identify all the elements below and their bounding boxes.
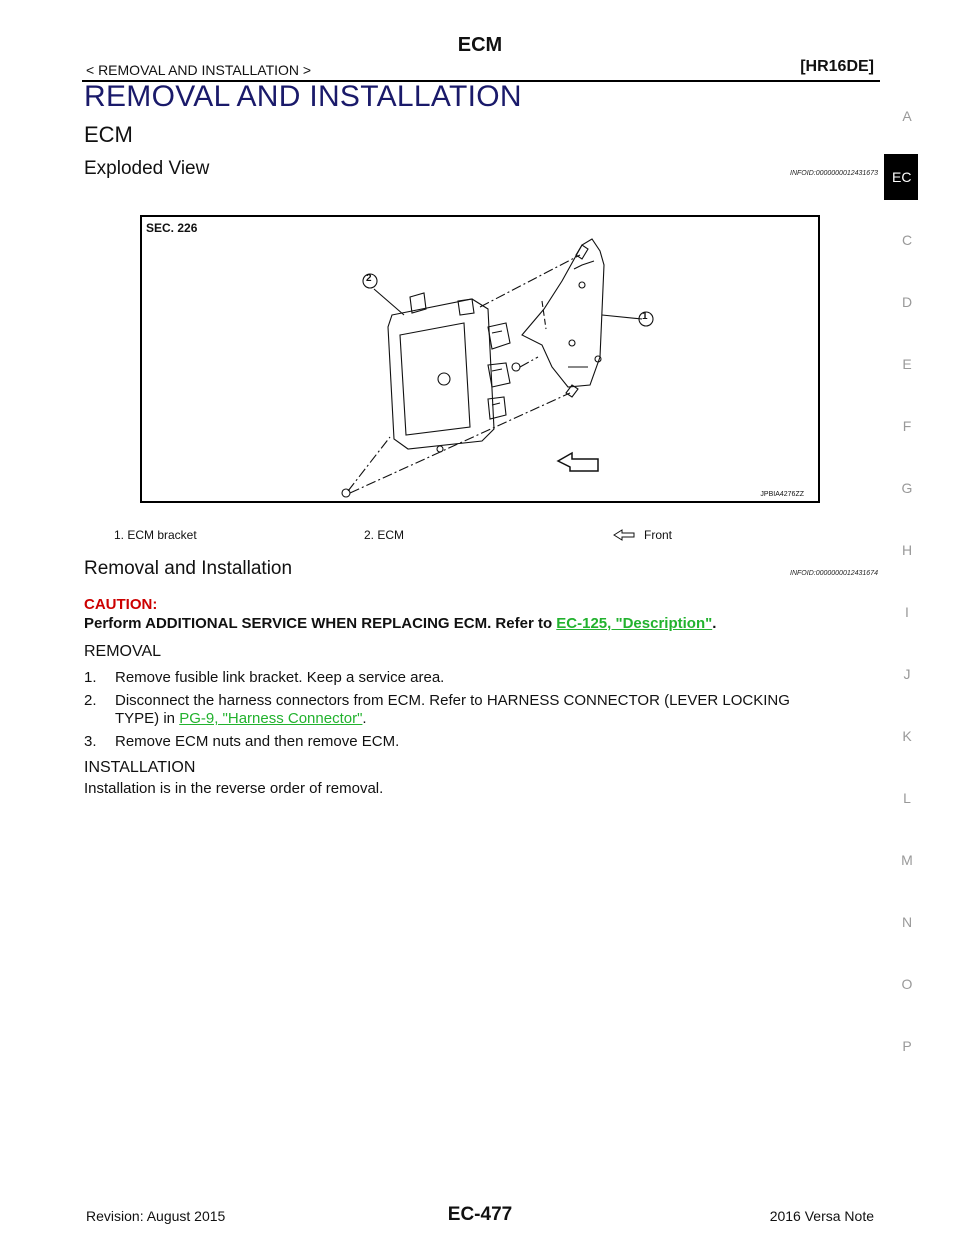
side-index-k[interactable]: K [902,728,912,744]
callout-1: 1 [642,311,648,322]
legend-item-2: 2. ECM [364,528,405,542]
removal-heading: REMOVAL [84,643,162,660]
callout-2: 2 [366,273,372,284]
pg-9-harness-connector-link[interactable]: PG-9, "Harness Connector" [179,710,363,727]
engine-model-tag: [HR16DE] [800,58,874,75]
footer-vehicle: 2016 Versa Note [769,1208,874,1224]
legend-item-1: 1. ECM bracket [114,528,197,542]
removal-infoid: INFOID:0000000012431674 [790,570,878,577]
front-arrow-icon [612,529,636,541]
side-index-g[interactable]: G [901,480,913,496]
removal-installation-heading: Removal and Installation [84,558,293,579]
side-index-a[interactable]: A [902,108,912,124]
page-header-title: ECM [457,34,503,56]
side-index-m[interactable]: M [901,852,913,868]
installation-heading: INSTALLATION [84,759,196,776]
side-index-f[interactable]: F [902,418,912,434]
ecm-exploded-drawing [142,217,818,501]
footer-page-number: EC-477 [447,1204,513,1225]
side-index-o[interactable]: O [901,976,913,992]
exploded-view-figure [140,215,820,503]
side-index-n[interactable]: N [901,914,913,930]
legend-front-label: Front [644,528,673,542]
side-index-d[interactable]: D [901,294,913,310]
front-arrow-shape [558,453,598,471]
section-title: REMOVAL AND INSTALLATION [84,80,522,113]
side-index-i[interactable]: I [905,604,909,620]
breadcrumb: < REMOVAL AND INSTALLATION > [86,62,312,78]
side-index-c[interactable]: C [901,232,913,248]
caution-text: Perform ADDITIONAL SERVICE WHEN REPLACING ECM. Refer to EC-125, "Description". [84,615,717,632]
side-index-j[interactable]: J [903,666,911,682]
component-title: ECM [84,122,133,147]
figure-id: JPBIA4276ZZ [760,491,804,498]
removal-step-3: 3. Remove ECM nuts and then remove ECM. [84,733,400,750]
exploded-view-heading: Exploded View [84,158,210,179]
side-index-ec-active[interactable]: EC [884,154,918,200]
side-index-h[interactable]: H [901,542,913,558]
side-index-l[interactable]: L [903,790,911,806]
caution-heading: CAUTION: [84,596,158,613]
side-index-e[interactable]: E [902,356,912,372]
figure-section-label: SEC. 226 [146,221,198,235]
installation-text: Installation is in the reverse order of removal. [84,780,384,797]
removal-step-1: 1. Remove fusible link bracket. Keep a service area. [84,669,445,686]
removal-step-2: 2. Disconnect the harness connectors from ECM. Refer to HARNESS CONNECTOR (LEVER LOCKING [84,692,790,709]
exploded-view-infoid: INFOID:0000000012431673 [790,170,878,177]
side-index-p[interactable]: P [902,1038,912,1054]
ec-125-description-link[interactable]: EC-125, "Description" [556,615,713,632]
footer-revision: Revision: August 2015 [86,1208,226,1224]
removal-step-2-continued: TYPE) in PG-9, "Harness Connector". [115,710,367,727]
